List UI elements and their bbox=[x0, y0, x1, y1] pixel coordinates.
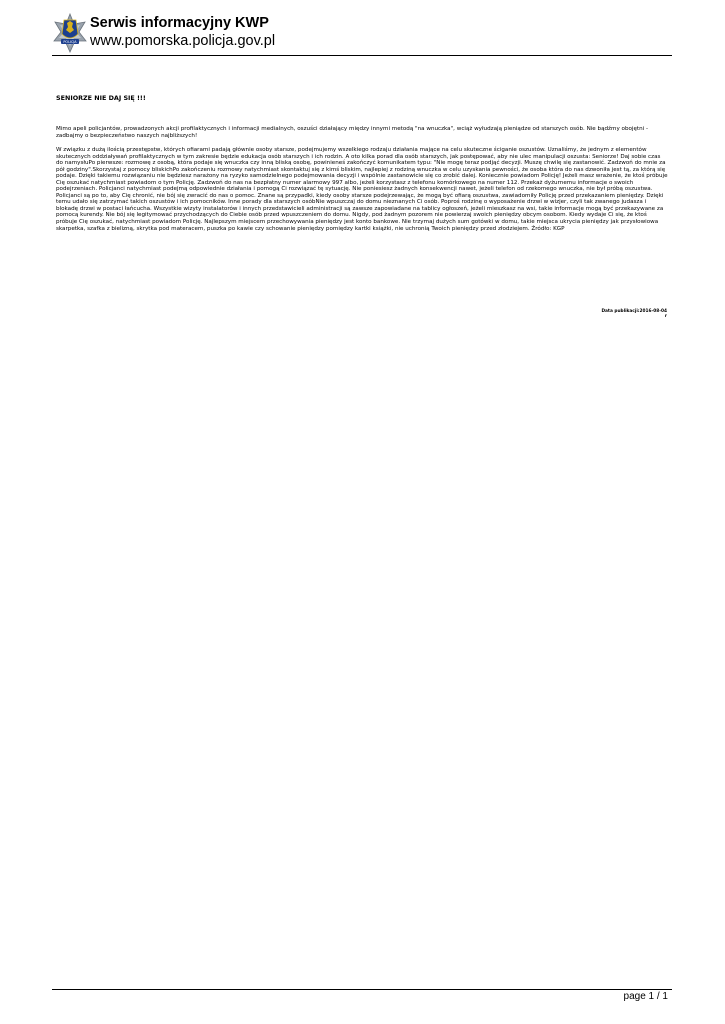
site-url: www.pomorska.policja.gov.pl bbox=[90, 33, 276, 49]
article-body-paragraph: W związku z dużą ilością przestępstw, których ofiarami padają głównie osoby starsze, podejmujemy wszelkiego rodzaju działania mające na celu skuteczne ściganie oszustów. Uznaliśmy, że jednym z elementów skutecznych oddziaływań profilaktycznych w tym zakresie będzie edukacja osób starszych i ich rodzin. A oto kilka porad dla osób starszych, jak postępować, aby nie ulec manipulacji oszusta: Seniorze! Daj sobie czas do namysłuPo pierwsze: rozmowę z osobą, która podaje się wnuczka czy inną bliską osobę, powinieneś zakończyć komunikatem typu: "Nie mogę teraz podjąć decyzji. Muszę chwilę się zastanowić. Zadzwoń do mnie za pół godziny".Skorzystaj z pomocy bliskichPo zakończeniu rozmowy natychmiast skontaktuj się z kimś bliskim, najlepiej z rodziną wnuczka w celu uzyskania pewności, że osoba która do nas dzwoniła jest tą, za którą się podaje. Dzięki takiemu rozwiązaniu nie będziesz narażony na ryzyko samodzielnego podejmowania decyzji i wspólnie zastanowicie się co zrobić dalej. Koniecznie powiadom Policję! Jeżeli masz wrażenie, że ktoś próbuje Cię oszukać natychmiast powiadom o tym Policję. Zadzwoń do nas na bezpłatny numer alarmowy 997 albo, jeżeli korzystasz z telefonu komórkowego na numer 112. Przekaż dyżurnemu informacje o swoich podejrzeniach. Policjanci natychmiast podejmą odpowiednie działania i pomogą Ci rozwiązać tę sytuację. Nie poniesiesz żadnych konsekwencji nawet, jeżeli telefon od rzekomego wnuczka, nie był próbą oszustwa. Policjanci są po to, aby Cię chronić, nie bój się zwracić do nas o pomoc. Znane są przypadki, kiedy osoby starsze podejrzewając, że mogą być ofiarą oszustwa, zawiadomiły Policję przed przekazaniem pieniędzy. Dzięki temu udało się zatrzymać takich oszustów i ich pomocników. Inne porady dla starszych osóbNie wpuszczaj do domu nieznanych Ci osób. Poproś rodzinę o wyposażenie drzwi w wizjer, czyli tak zwanego judasza i blokadę drzwi w postaci łańcucha. Wszystkie wizyty instalatorów i innych przedstawicieli administracji są zawsze zapowiadane na tablicy ogłoszeń, jeżeli mieszkasz na wsi, takie informacje mogą być przekazywane za pomocą kurendy. Nie bój się legitymować przychodzących do Ciebie osób przed wpuszczeniem do domu. Nigdy, pod żadnym pozorem nie powierzaj swoich pieniędzy obcym osobom. Kiedy wydaje Ci się, że ktoś próbuje Cię oszukać, natychmiast powiadom Policję. Najlepszym miejscem przechowywania pieniędzy jest konto bankowe. Nie trzymaj dużych sum gotówki w domu, takie miejsca ukrycia pieniędzy jak przysłowiowa skarpetka, szafka z bielizną, skrytka pod materacem, puszka po kawie czy schowanie pieniędzy pomiędzy kartki książki, nie uchronią Twoich pieniędzy przed złodziejem. Źródło: KGP bbox=[56, 147, 668, 232]
police-star-badge-icon bbox=[52, 12, 88, 54]
header-divider bbox=[52, 55, 672, 56]
publication-date-line: Data publikacji:2016-08-04 bbox=[601, 309, 667, 314]
site-title: Serwis informacyjny KWP bbox=[90, 15, 269, 31]
publication-date bbox=[601, 309, 667, 319]
publication-date-suffix: r bbox=[664, 314, 667, 319]
article-title: SENIORZE NIE DAJ SIĘ !!! bbox=[56, 94, 146, 102]
badge-text: POLICJA bbox=[63, 40, 77, 44]
page-header bbox=[52, 12, 672, 56]
page-number: page 1 / 1 bbox=[623, 991, 668, 1002]
article-lead-paragraph: Mimo apeli policjantów, prowadzonych akcji profilaktycznych i informacji medialnych, oszuści działający między innymi metodą "na wnuczka", wciąż wyłudzają pieniądze od starszych osób. Nie bądźmy obojętni - zadbajmy o bezpieczeństwo naszych najbliższych! bbox=[56, 126, 649, 139]
footer-divider bbox=[52, 989, 672, 990]
